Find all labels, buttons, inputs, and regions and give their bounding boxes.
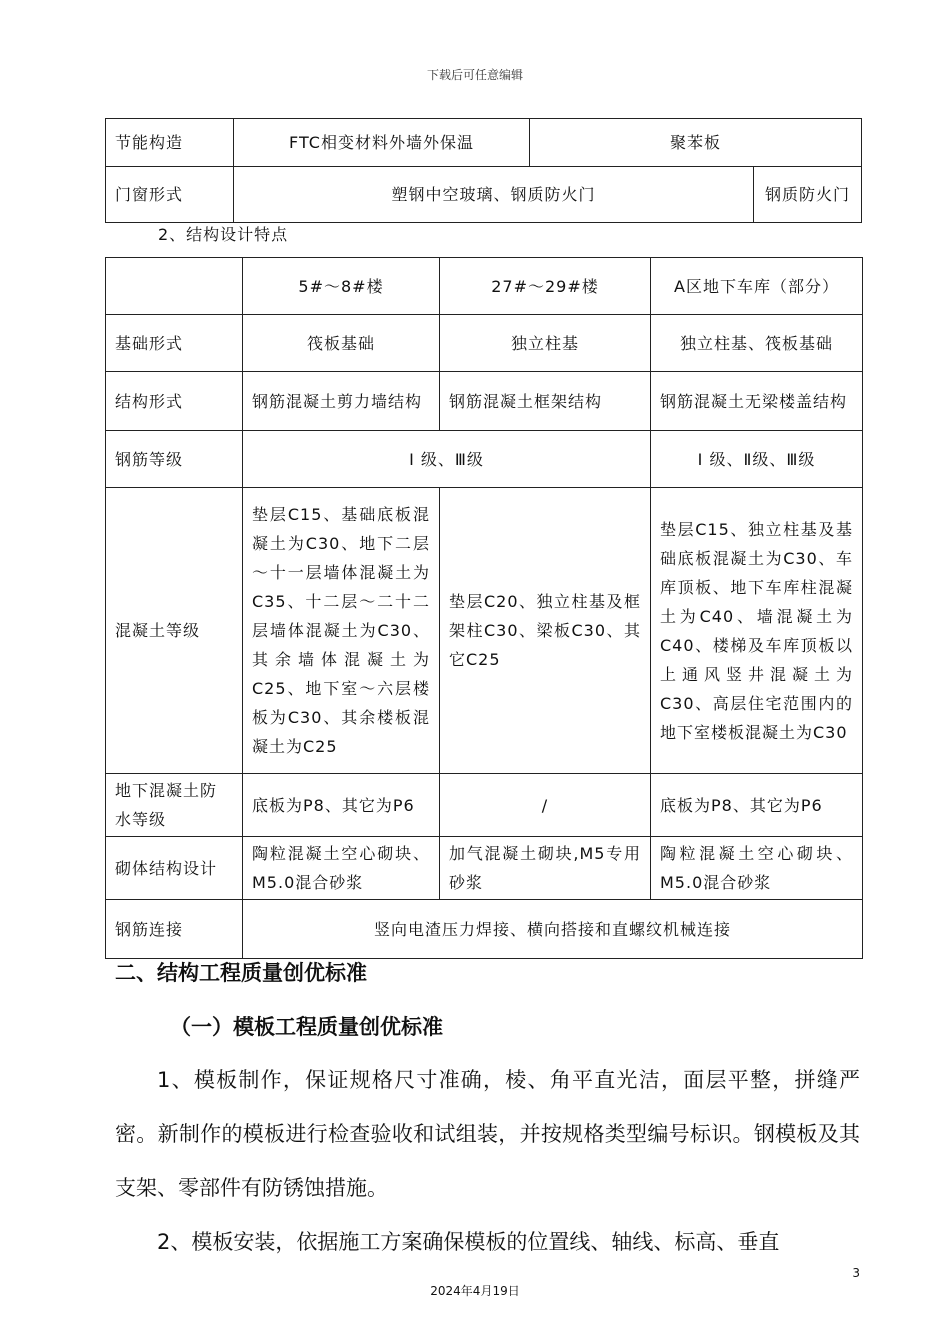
structure-b: 钢筋混凝土框架结构 xyxy=(440,372,651,431)
cell-label-energy: 节能构造 xyxy=(106,119,234,167)
structure-c: 钢筋混凝土无梁楼盖结构 xyxy=(651,372,863,431)
rebar-ab: Ⅰ 级、Ⅲ级 xyxy=(243,431,651,488)
subsection-title: （一）模板工程质量创优标准 xyxy=(170,1015,443,1039)
label-concrete: 混凝土等级 xyxy=(106,488,243,774)
cell-label-window: 门窗形式 xyxy=(106,167,234,223)
head-b: 27#～29#楼 xyxy=(440,258,651,315)
foundation-a: 筏板基础 xyxy=(243,315,440,372)
concrete-c: 垫层C15、独立柱基及基础底板混凝土为C30、车库顶板、地下车库柱混凝土为C40、墙混凝土为C40、楼梯及车库顶板以上通风竖井混凝土为C30、高层住宅范围内的地下室楼板混凝土为C30 xyxy=(651,488,863,774)
cell-window-c2: 钢质防火门 xyxy=(754,167,862,223)
paragraph-1: 1、模板制作，保证规格尺寸准确，棱、角平直光洁，面层平整，拼缝严密。新制作的模板进行检查验收和试组装，并按规格类型编号标识。钢模板及其支架、零部件有防锈蚀措施。 xyxy=(115,1068,860,1200)
head-a: 5#～8#楼 xyxy=(243,258,440,315)
structure-table xyxy=(105,257,863,959)
label-rebar: 钢筋等级 xyxy=(106,431,243,488)
masonry-c: 陶粒混凝土空心砌块、M5.0混合砂浆 xyxy=(651,837,863,900)
waterproof-b: / xyxy=(440,774,651,837)
waterproof-a: 底板为P8、其它为P6 xyxy=(243,774,440,837)
page-header: 下载后可任意编辑 xyxy=(426,68,523,82)
structure-subtitle: 2、结构设计特点 xyxy=(158,225,289,244)
head-blank xyxy=(106,258,243,315)
paragraph-2: 2、模板安装，依据施工方案确保模板的位置线、轴线、标高、垂直 xyxy=(157,1230,780,1254)
label-foundation: 基础形式 xyxy=(106,315,243,372)
label-structure: 结构形式 xyxy=(106,372,243,431)
structure-a: 钢筋混凝土剪力墙结构 xyxy=(243,372,440,431)
section-title: 二、结构工程质量创优标准 xyxy=(115,961,367,985)
masonry-b: 加气混凝土砌块,M5专用砂浆 xyxy=(440,837,651,900)
cell-energy-c2: 聚苯板 xyxy=(530,119,862,167)
concrete-a: 垫层C15、基础底板混凝土为C30、地下二层～十一层墙体混凝土为C35、十二层～二十二层墙体混凝土为C30、其余墙体混凝土为C25、地下室～六层楼板为C30、其余楼板混凝土为C25 xyxy=(243,488,440,774)
label-masonry: 砌体结构设计 xyxy=(106,837,243,900)
label-connection: 钢筋连接 xyxy=(106,900,243,959)
energy-table xyxy=(105,118,862,223)
rebar-c: Ⅰ 级、Ⅱ级、Ⅲ级 xyxy=(651,431,863,488)
cell-window-c1: 塑钢中空玻璃、钢质防火门 xyxy=(234,167,754,223)
concrete-b: 垫层C20、独立柱基及框架柱C30、梁板C30、其它C25 xyxy=(440,488,651,774)
foundation-b: 独立柱基 xyxy=(440,315,651,372)
footer-date: 2024年4月19日 xyxy=(430,1284,520,1298)
cell-energy-c1: FTC相变材料外墙外保温 xyxy=(234,119,530,167)
connection-abc: 竖向电渣压力焊接、横向搭接和直螺纹机械连接 xyxy=(243,900,863,959)
foundation-c: 独立柱基、筏板基础 xyxy=(651,315,863,372)
waterproof-c: 底板为P8、其它为P6 xyxy=(651,774,863,837)
page-number: 3 xyxy=(852,1266,860,1280)
label-waterproof: 地下混凝土防水等级 xyxy=(106,774,243,837)
masonry-a: 陶粒混凝土空心砌块、M5.0混合砂浆 xyxy=(243,837,440,900)
head-c: A区地下车库（部分） xyxy=(651,258,863,315)
